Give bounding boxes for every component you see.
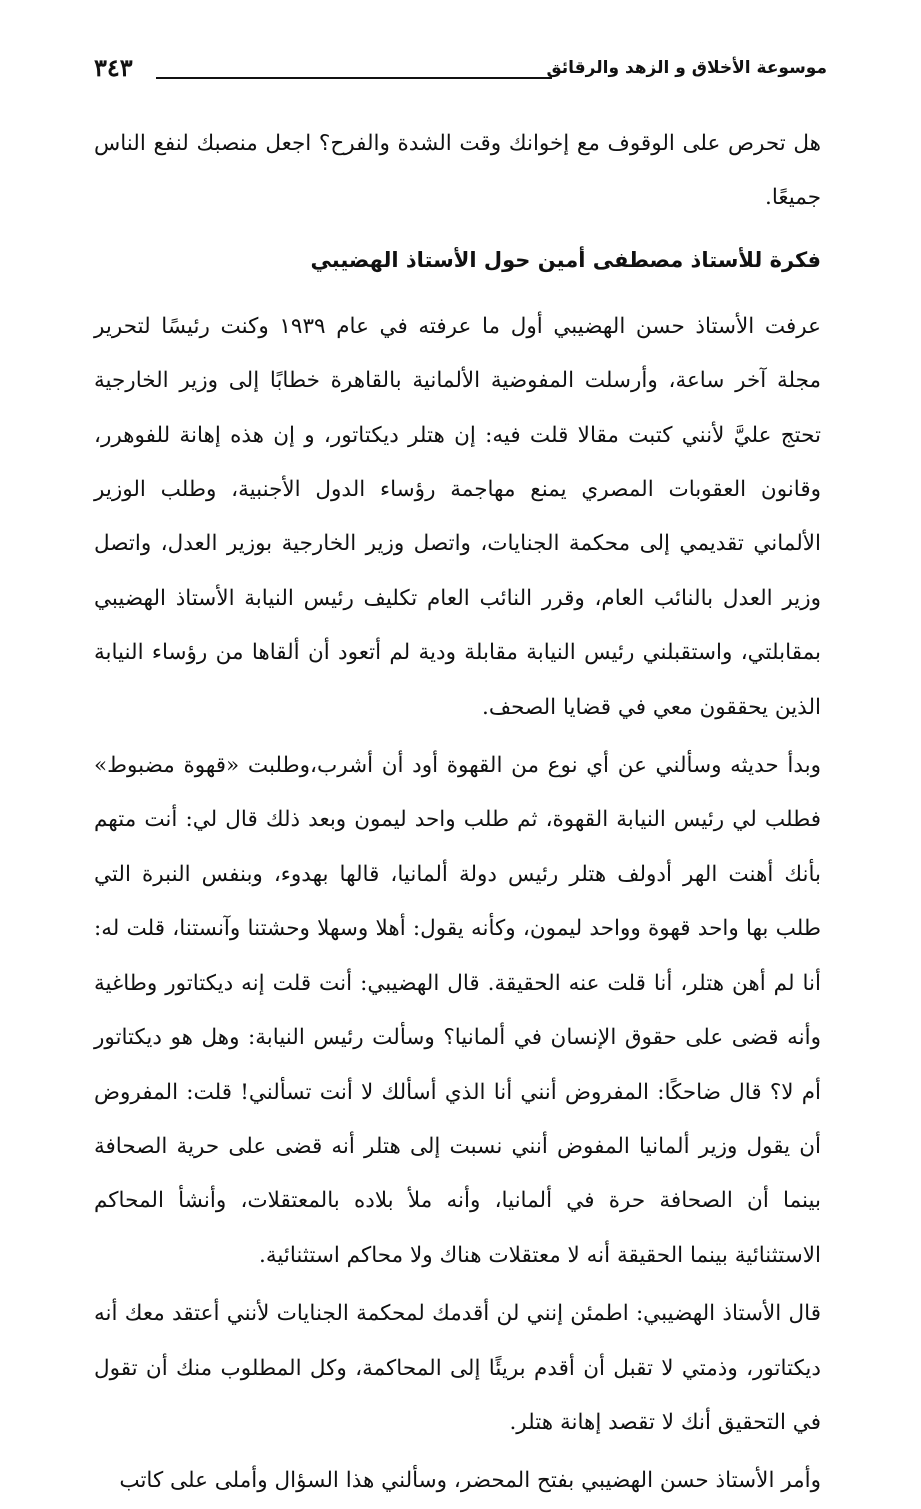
page-header — [94, 50, 827, 90]
page-body — [94, 117, 821, 1509]
page-number: ٣٤٣ — [94, 53, 133, 82]
body-paragraph-1: عرفت الأستاذ حسن الهضيبي أول ما عرفته في عام ١٩٣٩ وكنت رئيسًا لتحرير مجلة آخر ساعة، وأرسلت المفوضية الألمانية بالقاهرة خطابًا إلى وزير الخارجية تحتج عليَّ لأنني كتبت مقالا قلت فيه: إن هتلر ديكتاتور، و إن هذه إهانة للفوهرر، وقانون العقوبات المصري يمنع مهاجمة رؤساء الدول الأجنبية، وطلب الوزير الألماني تقديمي إلى محكمة الجنايات، واتصل وزير الخارجية بوزير العدل، واتصل وزير العدل بالنائب العام، وقرر النائب العام تكليف رئيس النيابة الأستاذ الهضيبي بمقابلتي، واستقبلني رئيس النيابة مقابلة ودية لم أتعود أن ألقاها من رؤساء النيابة الذين يحققون معي في قضايا الصحف. — [94, 313, 821, 720]
body-paragraph-4: وأمر الأستاذ حسن الهضيبي بفتح المحضر، وسألني هذا السؤال وأملى على كاتب — [119, 1468, 821, 1494]
body-paragraph-2: وبدأ حديثه وسألني عن أي نوع من القهوة أود أن أشرب،وطلبت «قهوة مضبوط» فطلب لي رئيس النيابة القهوة، ثم طلب واحد ليمون وبعد ذلك قال لي: أنت متهم بأنك أهنت الهر أدولف هتلر رئيس دولة ألمانيا، قالها بهدوء، وبنفس النبرة التي طلب بها واحد قهوة وواحد ليمون، وكأنه يقول: أهلا وسهلا وحشتنا وآنستنا، قلت له: أنا لم أهن هتلر، أنا قلت عنه الحقيقة. قال الهضيبي: أنت قلت إنه ديكتاتور وطاغية وأنه قضى على حقوق الإنسان في ألمانيا؟ وسألت رئيس النيابة: وهل هو ديكتاتور أم لا؟ قال ضاحكًا: المفروض أنني أنا الذي أسألك لا أنت تسألني! قلت: المفروض أن يقول وزير ألمانيا المفوض أنني نسبت إلى هتلر أنه قضى على حرية الصحافة بينما أن الصحافة حرة في ألمانيا، وأنه ملأ بلاده بالمعتقلات، وأنشأ المحاكم الاستثنائية بينما الحقيقة أنه لا معتقلات هناك ولا محاكم استثنائية. — [94, 753, 821, 1268]
body-paragraph-3: قال الأستاذ الهضيبي: اطمئن إنني لن أقدمك لمحكمة الجنايات لأنني أعتقد معك أنه ديكتاتور، وذمتي لا تقبل أن أقدم بريئًا إلى المحاكمة، وكل المطلوب منك أن تقول في التحقيق أنك لا تقصد إهانة هتلر. — [94, 1301, 821, 1435]
section-heading: فكرة للأستاذ مصطفى أمين حول الأستاذ الهضيبي — [310, 247, 821, 272]
header-rule — [156, 77, 552, 79]
running-title: موسوعة الأخلاق و الزهد والرقائق — [546, 58, 827, 78]
intro-paragraph: هل تحرص على الوقوف مع إخوانك وقت الشدة والفرح؟ اجعل منصبك لنفع الناس جميعًا. — [94, 131, 821, 211]
